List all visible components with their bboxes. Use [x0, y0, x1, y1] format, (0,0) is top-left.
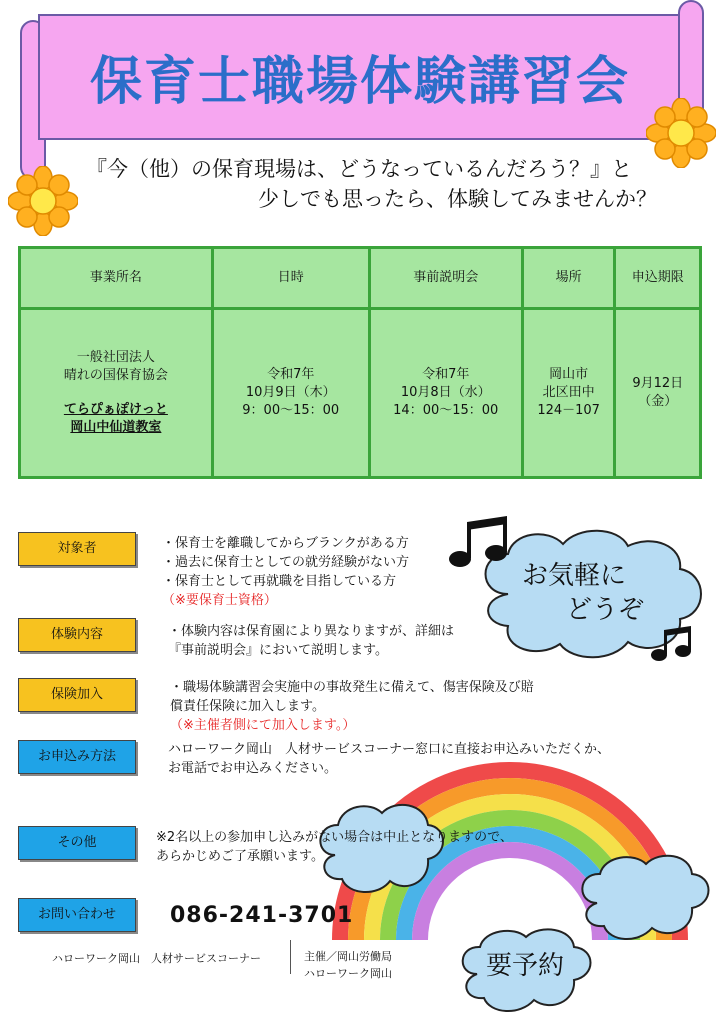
label-other-text: その他 [57, 835, 97, 850]
apply-line-1: ハローワーク岡山 人材サービスコーナー窓口に直接お申込みいただくか、 [168, 742, 611, 757]
pre-line-2: 10月8日（水） [400, 385, 491, 400]
target-desc [162, 534, 409, 610]
info-table [18, 246, 702, 479]
intro-line-2: 少しでも思ったら、体験してみませんか？ [258, 187, 657, 211]
pre-line-3: 14：00～15：00 [393, 403, 499, 418]
deadline-line-1: 9月12日 [632, 376, 684, 391]
target-item-1: ・保育士を離職してからブランクがある方 [162, 536, 409, 551]
table-header-row [20, 248, 701, 309]
apply-desc [168, 740, 610, 778]
target-note: （※要保育士資格） [162, 593, 277, 608]
label-content: 体験内容 [18, 618, 136, 652]
insurance-note: （※主催者側にて加入します。） [170, 718, 356, 733]
place-line-3: 124－107 [537, 403, 600, 418]
header-place: 場所 [522, 248, 615, 309]
page-title: 保育士職場体験講習会 [89, 52, 630, 112]
cell-deadline [615, 309, 701, 478]
header-org: 事業所名 [20, 248, 213, 309]
target-item-2: ・過去に保育士としての就労経験がない方 [162, 555, 410, 570]
place-line-2: 北区田中 [542, 385, 595, 400]
label-insurance: 保険加入 [18, 678, 136, 712]
insurance-desc [170, 678, 534, 735]
intro-line-1: 『今（他）の保育現場は、どうなっているんだろう？』と [86, 157, 632, 181]
date-line-3: 9：00～15：00 [242, 403, 340, 418]
label-apply-text: お申込み方法 [37, 749, 116, 764]
table-row [20, 309, 701, 478]
footer-right-line-2: ハローワーク岡山 [304, 967, 392, 980]
music-note-icon [445, 514, 517, 570]
content-line-1: ・体験内容は保育園により異なりますが、詳細は [168, 624, 455, 639]
flower-icon [646, 98, 716, 168]
footer-right [304, 948, 392, 982]
cell-place [522, 309, 615, 478]
phone-number[interactable]: 086-241-3701 [170, 903, 354, 928]
org-line-2: 晴れの国保育協会 [63, 368, 168, 383]
deadline-line-2: （金） [638, 394, 678, 409]
cell-pre-session [369, 309, 522, 478]
org-line-3: てらぴぁぽけっと [63, 402, 168, 417]
org-line-1: 一般社団法人 [76, 350, 155, 365]
apply-line-2: お電話でお申込みください。 [168, 761, 338, 776]
content-line-2: 『事前説明会』において説明します。 [168, 643, 388, 658]
music-note-icon [650, 624, 698, 664]
footer-right-line-1: 主催／岡山労働局 [304, 950, 392, 963]
header-deadline: 申込期限 [615, 248, 701, 309]
cloud-reserve-text: 要予約 [486, 951, 565, 981]
header-pre-session: 事前説明会 [369, 248, 522, 309]
label-contact [18, 898, 136, 932]
place-line-1: 岡山市 [549, 367, 589, 382]
target-item-3: ・保育士として再就職を目指している方 [162, 574, 397, 589]
footer-divider [290, 940, 291, 974]
cell-date [212, 309, 369, 478]
insurance-line-1: ・職場体験講習会実施中の事故発生に備えて、傷害保険及び賠 [170, 680, 534, 695]
cloud-welcome-line-2: どうぞ [566, 595, 645, 625]
flower-icon [8, 166, 78, 236]
other-desc [156, 828, 513, 866]
label-other [18, 826, 136, 860]
other-line-2: あらかじめご了承願います。 [156, 849, 324, 864]
date-line-2: 10月9日（木） [245, 385, 336, 400]
pre-line-1: 令和7年 [422, 367, 470, 382]
date-line-1: 令和7年 [267, 367, 315, 382]
footer-left: ハローワーク岡山 人材サービスコーナー [52, 952, 261, 965]
insurance-line-2: 償責任保険に加入します。 [170, 699, 325, 714]
cell-org [20, 309, 213, 478]
org-line-4: 岡山中仙道教室 [70, 420, 162, 435]
other-line-1: ※2名以上の参加申し込みがない場合は中止となりますので、 [156, 830, 513, 845]
label-target: 対象者 [18, 532, 136, 566]
label-apply [18, 740, 136, 774]
header-date: 日時 [212, 248, 369, 309]
content-desc [168, 622, 454, 660]
cloud-welcome-line-1: お気軽に [522, 561, 627, 591]
label-contact-text: お問い合わせ [37, 907, 116, 922]
